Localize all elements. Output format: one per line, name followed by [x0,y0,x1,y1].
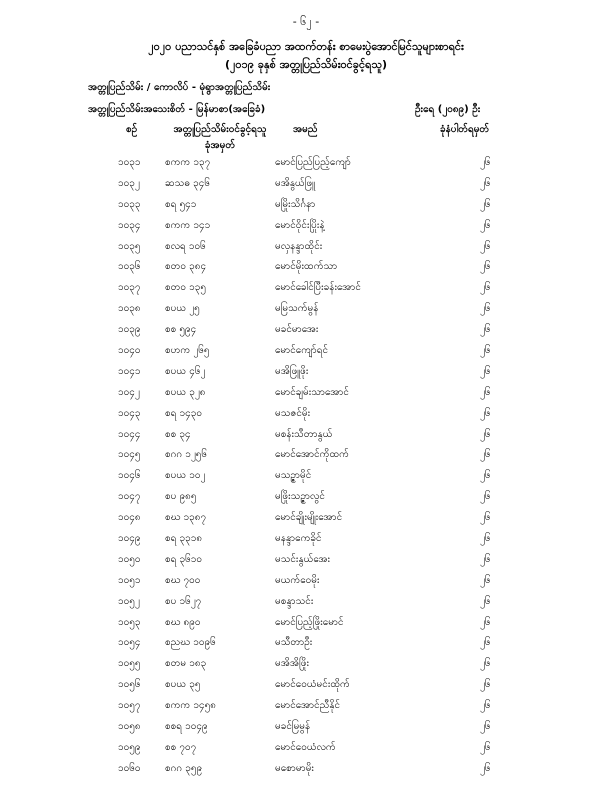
student-name: မောင်အောင်ညီနိုင် [275,700,341,712]
marks: ၂၆ [480,303,491,315]
row-number: ၁၀၃၄ [118,219,141,231]
table-row [0,173,612,194]
row-number: ၁၀၅၀ [118,553,141,565]
marks: ၂၆ [480,386,491,398]
table-row [0,403,612,424]
marks: ၂၆ [480,762,491,774]
row-number: ၁၀၄၀ [118,345,141,357]
table-row [0,298,612,319]
roll-number: စတဝ ၃၈၄ [165,261,207,273]
marks: ၂၆ [480,470,491,482]
roll-number: စဃ ၈၉၀ [165,616,201,628]
student-name: မောင်အောင်ကိုထက် [275,449,349,461]
roll-number: စတဝ ၁၃၅ [165,282,207,294]
student-name: မယက်ဝေမိုး [275,574,320,586]
marks: ၂၆ [480,407,491,419]
roll-number: စကက ၁၄၅၈ [165,700,216,712]
row-number: ၁၀၄၂ [118,386,140,398]
student-name: မစောမာမိုး [275,762,314,774]
roll-number: စကက ၁၃၇ [165,157,211,168]
student-name: မအိအိဖြိုး [275,658,310,670]
row-number: ၁၀၃၈ [118,303,141,315]
roll-number: စပယ ၃၂၈ [165,386,206,398]
roll-number: စညဃ ၁၀၉၆ [165,637,216,649]
document-subtitle: (၂၀၁၉ ခုနှစ် အတ္တုပြည်သိမ်းဝင်ခွင့်ရသူ) [224,58,388,71]
roll-number: စပယ ၂၅ [165,303,200,315]
student-name: မခင်မြမွန် [275,721,311,733]
roll-number: စရ ၁၄၃၀ [165,407,203,419]
row-number: ၁၀၄၄ [118,428,141,440]
table-row [0,758,612,779]
student-name: မောင်ပြည့်ဖြိုးမောင် [275,616,344,628]
marks: ၂၆ [480,324,491,336]
roll-number: စဂဂ ၃၅၉ [165,762,203,774]
student-name: မနန္ဒာကေခိုင် [275,533,322,545]
student-name: မသဇင်မိုး [275,407,311,419]
table-row [0,653,612,674]
subject-line: အတ္တုပြည်သိမ်းအသေးစိတ် - မြန်မာစာ(အခြေခံ) [88,104,266,115]
student-name: မမြိုးသိင်္ဂနာ [275,198,316,210]
roll-number: စတမ ၁၈၃ [165,658,207,670]
table-row [0,277,612,298]
table-row [0,256,612,277]
marks: ၂၆ [480,261,491,273]
row-number: ၁၀၅၈ [118,721,141,733]
page-number: - ၆၂ - [292,15,320,28]
table-row [0,570,612,591]
student-name: မောင်ဝိုင်းပြိုးနဲ့ [275,219,325,231]
marks: ၂၆ [480,428,491,440]
roll-number: ဆသဓ ၃၄၆ [165,177,211,189]
roll-number: စရ ၅၄၁ [165,198,197,210]
roll-number: စပ ၉၈၅ [165,491,197,503]
row-number: ၁၀၄၅ [118,449,141,461]
roll-number: စစ ၃၄ [165,428,191,440]
marks: ၂၆ [480,553,491,565]
table-row [0,444,612,465]
student-name: မဖြိုးသဥ္ဇာလွင် [275,491,325,503]
row-number: ၁၀၄၃ [118,407,141,419]
header-roll: အတ္တုပြည်သိမ်းဝင်ခွင့်ရသူ ခုံအမှတ် [173,124,267,151]
roll-number: စပ ၁၆၂၇ [165,595,202,607]
row-number: ၁၀၄၉ [118,533,141,545]
student-name: မခင်မာအေး [275,324,319,336]
roll-number: စစရ ၁၀၄၉ [165,721,208,733]
table-row [0,152,612,173]
roll-number: စဟက ၂၆၅ [165,345,210,357]
roll-number: စစ ၇၀၇ [165,741,197,753]
roll-number: စပယ ၃၅ [165,679,201,691]
row-number: ၁၀၄၇ [118,491,141,503]
row-number: ၁၀၅၃ [118,616,141,628]
table-row [0,695,612,716]
marks: ၂၆ [480,177,491,189]
row-number: ၁၀၃၆ [118,261,141,273]
roll-number: စပယ ၄၆၂ [165,365,206,377]
roll-number: စရ ၃၆၁၀ [165,553,203,565]
student-name: မသီတာဦး [275,637,313,649]
marks: ၂၆ [480,282,491,294]
roll-number: စပယ ၁၀၂ [165,470,206,482]
student-name: မောင်ချမ်းသာအောင် [275,386,349,398]
roll-number: စရ ၃၃၁၈ [165,533,203,545]
roll-number: စလရ ၁၀၆ [165,240,206,252]
student-name: မောင်ပြည်ပြည့်ကျော် [275,157,351,168]
table-row [0,319,612,340]
marks: ၂၆ [480,345,491,357]
row-number: ၁၀၅၆ [118,679,141,691]
row-number: ၁၀၄၈ [118,512,141,524]
count-line: ဦးရေ (၂၀၈၉) ဦး [415,104,481,115]
row-number: ၁၀၃၅ [118,240,141,252]
table-row [0,236,612,257]
table-row [0,486,612,507]
roll-number: စဂဂ ၁၂၅၆ [165,449,208,461]
college-line: အတ္တုပြည်သိမ်း / ကောလိပ် - မုံရွာအတ္တုပြည်သိမ်း [88,82,271,93]
table-row [0,528,612,549]
marks: ၂၆ [480,616,491,628]
marks: ၂၆ [480,491,491,503]
row-number: ၁၀၃၉ [118,324,141,336]
header-name: အမည် [293,124,318,135]
student-name: မသင်းနွယ်အေး [275,553,331,565]
roll-number: စစ ၅၉၄ [165,324,197,336]
row-number: ၁၀၅၇ [118,700,141,712]
header-marks: ခုံနံပါတ်ရမှတ် [440,124,490,135]
student-name: မောင်ကျော်ရင် [275,345,328,357]
table-row [0,716,612,737]
student-name: မစန္ဒာသင်း [275,595,314,607]
table-row [0,737,612,758]
table-row [0,674,612,695]
marks: ၂၆ [480,533,491,545]
row-number: ၁၀၅၅ [118,658,141,670]
marks: ၂၆ [480,700,491,712]
table-row [0,361,612,382]
table-row [0,215,612,236]
marks: ၂၆ [480,679,491,691]
row-number: ၁၀၄၆ [118,470,141,482]
marks: ၂၆ [480,658,491,670]
row-number: ၁၀၅၂ [118,595,140,607]
table-row [0,549,612,570]
student-name: မစန်းသီတာနွယ် [275,428,333,440]
table-row [0,612,612,633]
header-no: စဉ် [126,124,138,135]
table-row [0,632,612,653]
row-number: ၁၀၃၇ [118,282,141,294]
marks: ၂၆ [480,512,491,524]
table-row [0,382,612,403]
marks: ၂၆ [480,595,491,607]
marks: ၂၆ [480,637,491,649]
row-number: ၁၀၅၉ [118,741,141,753]
student-name: မောင်ချိုးမျိုးအောင် [275,512,343,524]
student-name: မလှနန္ဒာထိုင်း [275,240,323,252]
marks: ၂၆ [480,198,491,210]
marks: ၂၆ [480,157,491,168]
row-number: ၁၀၃၃ [118,198,141,210]
row-number: ၁၀၃၂ [118,177,140,189]
row-number: ၁၀၅၁ [118,574,141,586]
marks: ၂၆ [480,574,491,586]
row-number: ၁၀၆၀ [118,762,141,774]
marks: ၂၆ [480,365,491,377]
table-row [0,465,612,486]
student-name: မောင်ခေါင်ပြီးခန်းအောင် [275,282,361,294]
table-row [0,194,612,215]
student-name: မသဥ္ဇာမိုင် [275,470,312,482]
table-row [0,507,612,528]
student-name: မောင်ဝေယံလက် [275,741,336,753]
row-number: ၁၀၃၁ [118,157,141,168]
student-name: မောင်မိုးထက်သာ [275,261,338,273]
row-number: ၁၀၅၄ [118,637,141,649]
marks: ၂၆ [480,721,491,733]
document-title: ၂၀၂၀ ပညာသင်နှစ် အခြေခံပညာ အထက်တန်း စာမေးပွဲအောင်မြင်သူများစာရင်း [148,40,464,53]
results-table [0,152,612,779]
student-name: မောင်ဝေယံမင်းထိုက် [275,679,350,691]
table-row [0,591,612,612]
table-row [0,424,612,445]
table-row [0,340,612,361]
marks: ၂၆ [480,219,491,231]
student-name: မမြသက်မွန် [275,303,319,315]
student-name: မအိနွယ်ဖြူ [275,177,316,189]
student-name: မအိဖြူဖိုး [275,365,309,377]
roll-number: စဃ ၇၀၀ [165,574,201,586]
marks: ၂၆ [480,741,491,753]
roll-number: စကက ၁၄၁ [165,219,211,231]
row-number: ၁၀၄၁ [118,365,141,377]
marks: ၂၆ [480,240,491,252]
marks: ၂၆ [480,449,491,461]
roll-number: စဃ ၁၃၈၇ [165,512,207,524]
